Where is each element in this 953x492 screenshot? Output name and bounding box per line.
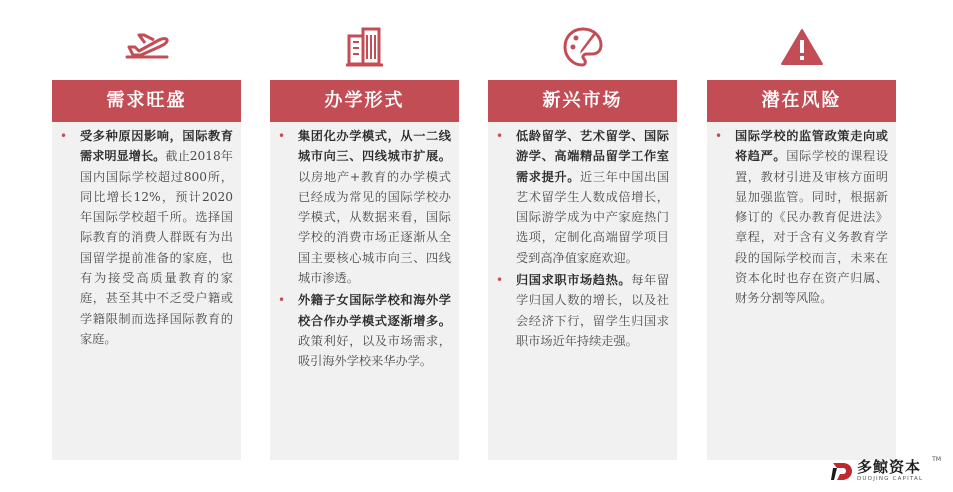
column-panel bbox=[270, 122, 459, 460]
whale-logo-icon bbox=[831, 460, 853, 482]
bullet-dot: • bbox=[278, 293, 286, 308]
column-panel bbox=[52, 122, 241, 460]
bullet-strong-text: 国际学校的监管政策走向或将趋严。 bbox=[735, 129, 888, 164]
bullet-item bbox=[715, 126, 888, 309]
warning-icon bbox=[707, 22, 896, 72]
bullet-text: 每年留学归国人数的增长，以及社会经济下行，留学生归国求职市场近年持续走强。 bbox=[516, 273, 670, 348]
logo-cn-text: 多鲸资本 bbox=[857, 457, 922, 476]
bullet-item bbox=[278, 290, 451, 371]
bullet-dot: • bbox=[60, 129, 68, 143]
column-title: 潜在风险 bbox=[707, 80, 896, 122]
bullet-item bbox=[496, 270, 669, 351]
column-panel bbox=[707, 122, 896, 460]
column-demand bbox=[52, 0, 241, 460]
column-title: 办学形式 bbox=[270, 80, 459, 122]
bullet-text: 以房地产+教育的办学模式已经成为常见的国际学校办学模式，从数据来看，国际学校的消费市场正逐渐从全国主要核心城市向三、四线城市渗透。 bbox=[298, 169, 451, 286]
bullet-strong-text: 归国求职市场趋热。 bbox=[516, 273, 632, 288]
logo-text bbox=[857, 457, 924, 483]
palette-icon bbox=[488, 22, 677, 72]
logo-en-text: DUOJING CAPITAL bbox=[857, 475, 924, 482]
bullet-strong-text: 外籍子女国际学校和海外学校合作办学模式逐渐增多。 bbox=[298, 293, 451, 328]
bullet-dot: • bbox=[496, 129, 504, 143]
bullet-item bbox=[496, 126, 669, 268]
column-panel bbox=[488, 122, 677, 460]
column-title: 新兴市场 bbox=[488, 80, 677, 122]
bullet-strong-text: 低龄留学、艺术留学、国际游学、高端精品留学工作室需求提升。 bbox=[516, 129, 669, 184]
bullet-item bbox=[278, 126, 451, 288]
bullet-strong-text: 受多种原因影响，国际教育需求明显增长。 bbox=[80, 129, 233, 164]
column-emerging bbox=[488, 0, 677, 460]
building-icon bbox=[270, 22, 459, 72]
bullet-text: 近三年中国出国艺术留学生人数成倍增长，国际游学成为中产家庭热门选项，定制化高端留学项目受到高净值家庭欢迎。 bbox=[516, 169, 670, 265]
bullet-text: 政策利好，以及市场需求，吸引海外学校来华办学。 bbox=[298, 333, 451, 369]
bullet-dot: • bbox=[496, 273, 504, 288]
column-risk bbox=[707, 0, 896, 460]
bullet-strong-text: 集团化办学模式，从一二线城市向三、四线城市扩展。 bbox=[298, 129, 451, 164]
bullet-dot: • bbox=[278, 129, 286, 143]
column-format bbox=[270, 0, 459, 460]
bullet-text: 国际学校的课程设置，教材引进及审核方面明显加强监管。同时，根据新修订的《民办教育促进法》章程，对于含有义务教育学段的国际学校而言，未来在资本化时也存在资产归属、财务分割等风险。 bbox=[735, 149, 889, 306]
bullet-dot: • bbox=[715, 129, 723, 143]
airplane-icon bbox=[52, 22, 241, 72]
bullet-item bbox=[60, 126, 233, 349]
company-logo bbox=[831, 456, 941, 486]
bullet-text: 截止2018年国内国际学校超过800所，同比增长12%，预计2020年国际学校超千所。选择国际教育的消费人群既有为出国留学提前准备的家庭，也有为接受高质量教育的家庭，甚至其中不乏受户籍或学籍限制而选择国际教育的家庭。 bbox=[80, 149, 233, 346]
trademark-mark: TM bbox=[932, 456, 941, 463]
column-title: 需求旺盛 bbox=[52, 80, 241, 122]
